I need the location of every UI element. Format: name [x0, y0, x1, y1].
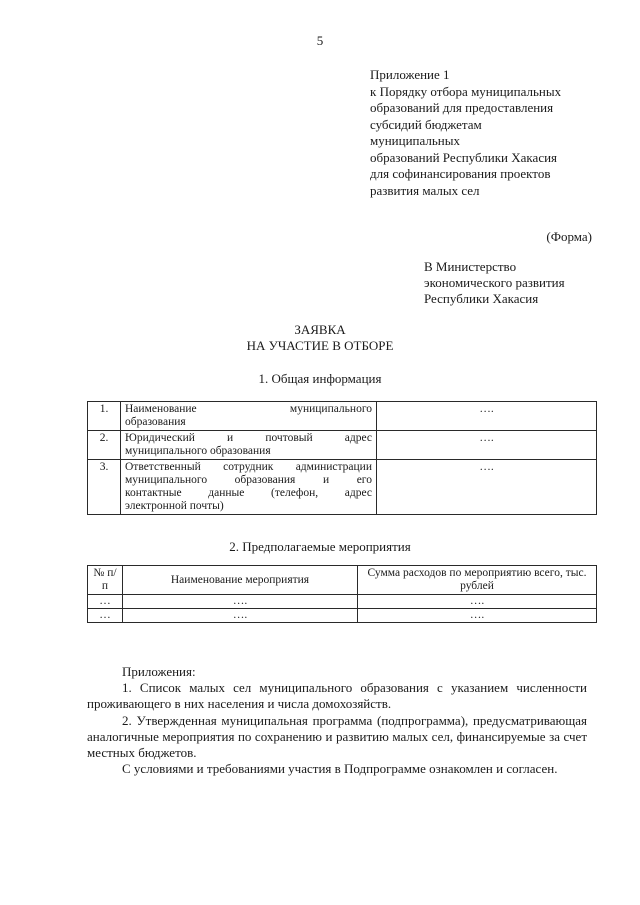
cell-sum: …. — [358, 595, 597, 609]
cell-number: … — [88, 609, 123, 623]
row-label — [121, 460, 377, 515]
general-info-table — [87, 401, 597, 515]
column-header-name: Наименование мероприятия — [123, 566, 358, 595]
addressee-line: Республики Хакасия — [424, 291, 539, 306]
section-1-heading: 1. Общая информация — [258, 371, 382, 386]
consent-statement: С условиями и требованиями участия в Подпрограмме ознакомлен и согласен. — [122, 761, 558, 777]
form-label: (Форма) — [546, 229, 592, 244]
title-line-1: ЗАЯВКА — [294, 322, 346, 337]
table-row — [88, 595, 597, 609]
table-header-row — [88, 566, 597, 595]
appendix-line: образований для предоставления — [370, 100, 554, 115]
row-number: 1. — [88, 402, 121, 431]
addressee-block — [424, 259, 565, 307]
row-number: 2. — [88, 431, 121, 460]
document-title — [0, 322, 640, 354]
row-number: 3. — [88, 460, 121, 515]
row-label-line: Наименование муниципального — [125, 403, 372, 415]
appendix-line: развития малых сел — [370, 182, 480, 198]
appendix-line: муниципальных — [370, 133, 461, 148]
appendix-line: Приложение 1 — [370, 67, 450, 82]
column-header-sum: Сумма расходов по мероприятию всего, тыс. рублей — [358, 566, 597, 595]
row-value: …. — [377, 431, 597, 460]
table-row — [88, 402, 597, 431]
row-value: …. — [377, 402, 597, 431]
row-label-line: муниципального образования — [125, 445, 271, 457]
row-value: …. — [377, 460, 597, 515]
appendix-line: образований Республики Хакасия — [370, 149, 558, 165]
appendix-line: к Порядку отбора муниципальных — [370, 83, 562, 99]
attachments-heading: Приложения: — [122, 664, 196, 679]
section-2-heading: 2. Предполагаемые мероприятия — [229, 539, 411, 554]
addressee-line: экономического развития — [424, 275, 565, 290]
attachment-item-1: 1. Список малых сел муниципального образования с указанием численности проживающего в них населения и числа домохозяйств. — [87, 680, 587, 712]
cell-sum: …. — [358, 609, 597, 623]
page-number: 5 — [316, 33, 324, 48]
row-label-line: Ответственный сотрудник администрации — [125, 461, 372, 473]
cell-name: …. — [123, 595, 358, 609]
cell-name: …. — [123, 609, 358, 623]
row-label-line: муниципального образования и его — [125, 474, 372, 486]
table-row — [88, 460, 597, 515]
row-label-line: Юридический и почтовый адрес — [125, 432, 372, 444]
title-line-2: НА УЧАСТИЕ В ОТБОРЕ — [246, 338, 394, 353]
attachments-section — [87, 664, 587, 777]
column-header-number: № п/п — [88, 566, 123, 595]
appendix-header — [370, 67, 610, 199]
attachment-item-2: 2. Утвержденная муниципальная программа (подпрограмма), предусматривающая аналогичные мероприятия по сохранению и развитию малых сел, финансируемые за счет местных бюджетов. — [87, 712, 587, 761]
appendix-line: для софинансирования проектов — [370, 166, 551, 181]
row-label-line: контактные данные (телефон, адрес — [125, 487, 372, 499]
row-label-line: образования — [125, 416, 186, 428]
row-label — [121, 431, 377, 460]
table-row — [88, 609, 597, 623]
addressee-line: В Министерство — [424, 259, 517, 274]
table-row — [88, 431, 597, 460]
row-label-line: электронной почты) — [125, 500, 224, 512]
row-label — [121, 402, 377, 431]
planned-activities-table — [87, 565, 597, 623]
appendix-line: субсидий бюджетам — [370, 116, 482, 132]
cell-number: … — [88, 595, 123, 609]
